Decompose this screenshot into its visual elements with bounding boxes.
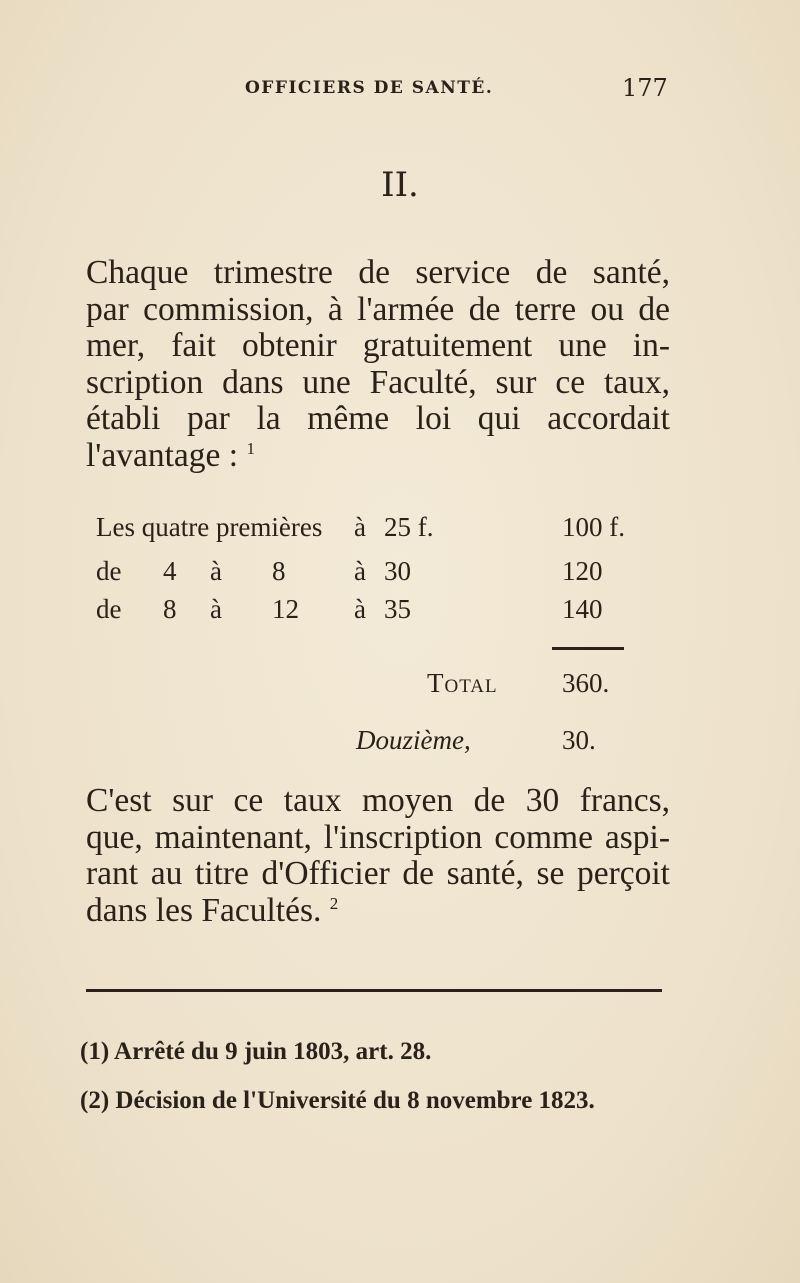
sum-rule (552, 647, 624, 650)
rate-row-2 (0, 556, 800, 596)
twelfth-row (0, 725, 800, 765)
paragraph-2-line: rant au titre d'Officier de santé, se perçoit (86, 855, 670, 892)
rate-row-amount: 120 (562, 556, 603, 586)
total-label: Total (427, 668, 498, 698)
paragraph-1-line: l'avantage : (86, 436, 239, 474)
rate-row-3 (0, 594, 800, 634)
total-value: 360. (562, 668, 610, 698)
twelfth-value: 30. (562, 725, 596, 755)
paragraph-1-line: établi par la même loi qui accordait (86, 400, 670, 437)
rate-row-rate: 35 (384, 594, 411, 624)
paragraph-1 (86, 255, 670, 474)
paragraph-1-last-line (86, 438, 670, 475)
footnote-text: Décision de l'Université du 8 novembre 1823. (115, 1087, 595, 1114)
rate-row-1 (0, 512, 800, 552)
footnote-1 (80, 1038, 431, 1066)
rate-row-de: de (96, 556, 122, 586)
paragraph-1-line: scription dans une Faculté, sur ce taux, (86, 363, 670, 401)
paragraph-2-line: dans les Facultés. (86, 891, 322, 929)
rate-row-label: Les quatre premières (96, 512, 323, 542)
rate-row-rate: 25 f. (384, 512, 434, 542)
rate-row-a: à (354, 556, 366, 586)
rate-row-a: à (354, 594, 366, 624)
section-number: II. (381, 165, 419, 205)
rate-row-from: 8 (163, 594, 177, 624)
paragraph-1-line: par commission, à l'armée de terre ou de (86, 290, 670, 328)
footnote-marker: (1) (80, 1038, 110, 1065)
paragraph-1-line: mer, fait obtenir gratuitement une in- (86, 327, 670, 364)
total-row (0, 668, 800, 708)
rate-row-amount: 100 f. (562, 512, 625, 542)
paragraph-2-last-line (86, 893, 670, 930)
twelfth-label: Douzième, (356, 725, 471, 755)
paragraph-2 (86, 783, 670, 929)
rate-row-rate: 30 (384, 556, 411, 586)
paragraph-2-line: C'est sur ce taux moyen de 30 francs, (86, 782, 670, 819)
paragraph-2-line: que, maintenant, l'inscription comme aspi- (86, 818, 670, 856)
rate-row-de: de (96, 594, 122, 624)
footnote-ref-1: 1 (246, 438, 255, 458)
footnote-rule (86, 989, 662, 992)
paragraph-1-line: Chaque trimestre de service de santé, (86, 254, 670, 291)
rate-row-a: à (354, 512, 366, 542)
rate-row-from: 4 (163, 556, 177, 586)
rate-row-to: 12 (272, 594, 299, 624)
footnote-text: Arrêté du 9 juin 1803, art. 28. (114, 1038, 432, 1065)
rate-row-to: 8 (272, 556, 286, 586)
rate-row-to-word: à (210, 594, 222, 624)
footnote-2 (80, 1087, 595, 1115)
rate-row-amount: 140 (562, 594, 603, 624)
rate-row-to-word: à (210, 556, 222, 586)
page-number: 177 (622, 74, 668, 102)
footnote-ref-2: 2 (329, 893, 339, 913)
running-head: OFFICIERS DE SANTÉ. (245, 78, 494, 98)
footnote-marker: (2) (80, 1087, 110, 1114)
